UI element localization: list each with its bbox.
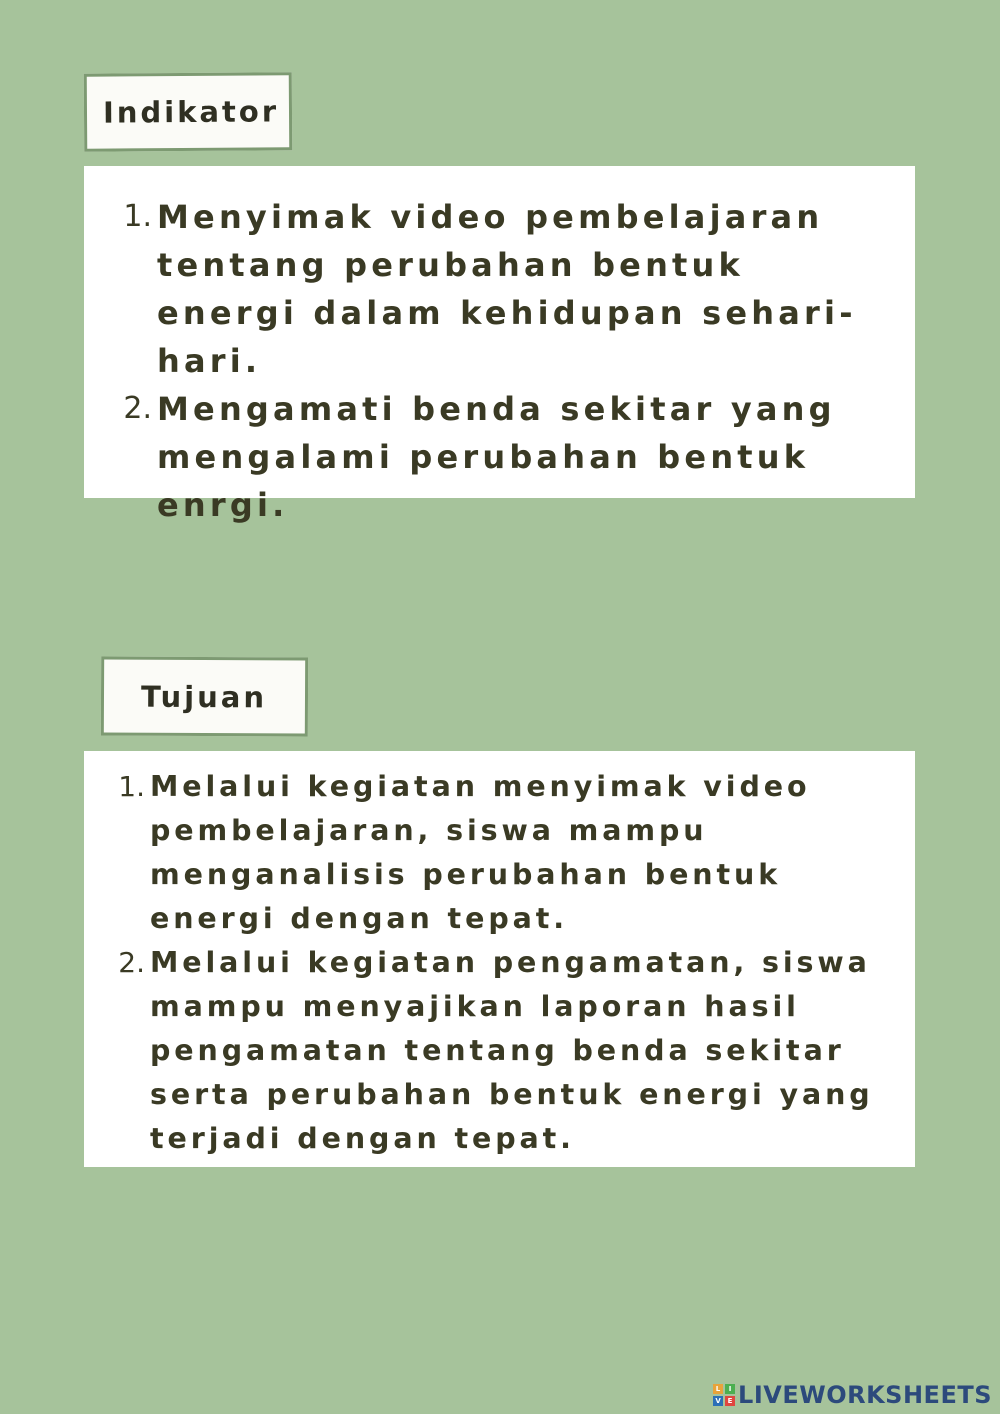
logo-letter: I xyxy=(725,1384,735,1394)
list-item xyxy=(84,941,905,1161)
logo-letter: L xyxy=(713,1384,723,1394)
list-item-number: 2. xyxy=(118,946,145,979)
list-item-text: Menyimak video pembelajaran tentang perubahan bentuk energi dalam kehidupan sehari-hari. xyxy=(157,198,857,380)
logo-letter: E xyxy=(725,1396,735,1406)
list-item xyxy=(84,193,895,385)
tujuan-card xyxy=(84,751,915,1167)
list-item xyxy=(84,385,895,529)
list-item-text: Melalui kegiatan pengamatan, siswa mampu menyajikan laporan hasil pengamatan tentang benda sekitar serta perubahan bentuk energi yang terjadi dengan tepat. xyxy=(150,946,874,1155)
list-item-text: Melalui kegiatan menyimak video pembelajaran, siswa mampu menganalisis perubahan bentuk energi dengan tepat. xyxy=(150,770,811,935)
logo-letter: V xyxy=(713,1396,723,1406)
list-item-number: 2. xyxy=(123,391,152,426)
indikator-label-text: Indikator xyxy=(102,94,280,130)
liveworksheets-wordmark: LIVEWORKSHEETS xyxy=(738,1381,992,1409)
indikator-list xyxy=(84,193,895,529)
list-item-text: Mengamati benda sekitar yang mengalami perubahan bentuk enrgi. xyxy=(157,390,836,524)
tujuan-list xyxy=(84,765,905,1161)
tujuan-label-text: Tujuan xyxy=(140,679,268,714)
liveworksheets-watermark[interactable] xyxy=(713,1380,992,1410)
indikator-card xyxy=(84,166,915,524)
liveworksheets-logo-icon xyxy=(713,1384,735,1406)
list-item xyxy=(84,765,905,941)
list-item-number: 1. xyxy=(118,770,145,803)
list-item-number: 1. xyxy=(123,199,152,234)
indikator-label xyxy=(84,72,293,151)
tujuan-label xyxy=(101,656,308,736)
